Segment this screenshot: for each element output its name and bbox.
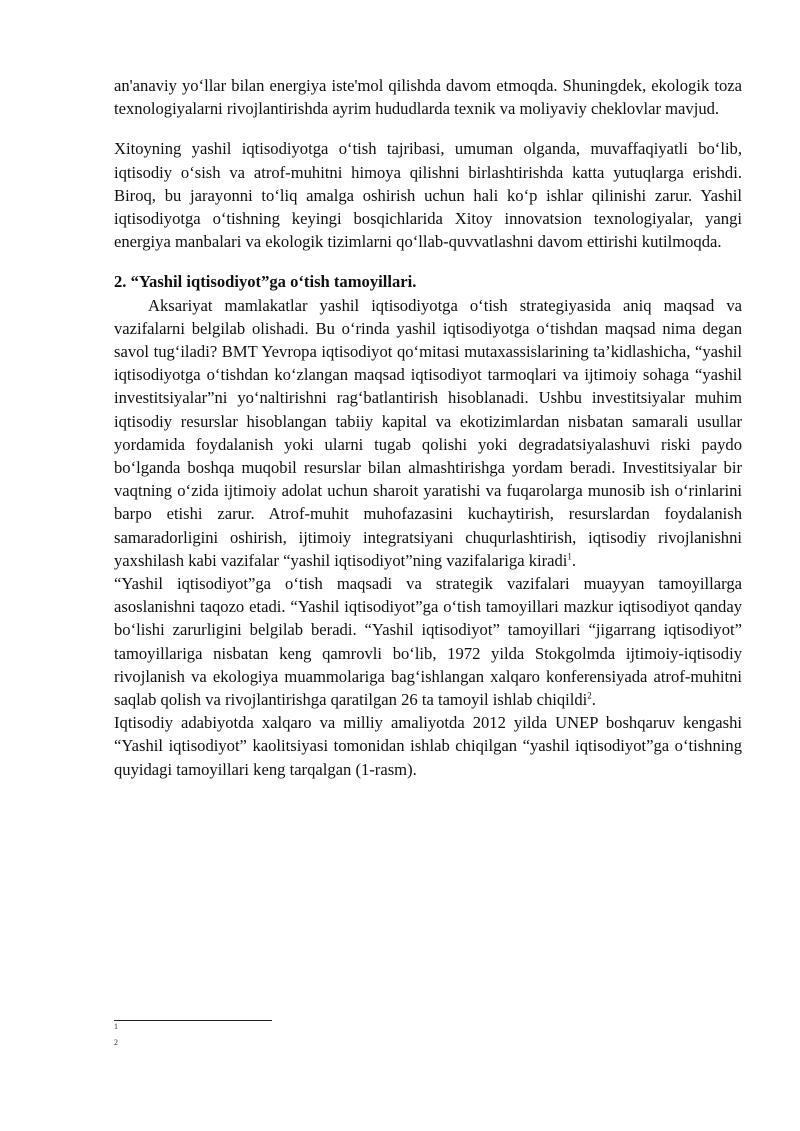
paragraph-goals (114, 294, 742, 572)
paragraph-china-experience: Xitoyning yashil iqtisodiyotga o‘tish tajribasi, umuman olganda, muvaffaqiyatli bo‘lib, iqtisodiy o‘sish va atrof-muhitni himoya qilishni birlashtirishda katta yutuqlarga erishdi. Biroq, bu jarayonni to‘liq amalga oshirish uchun hali ko‘p ishlar qilinishi zarur. Yashil iqtisodiyotga o‘tishning keyingi bosqichlarida Xitoy innovatsion texnologiyalar, yangi energiya manbalari va ekologik tizimlarni qo‘llab-quvvatlashni davom ettirishi kutilmoqda. (114, 139, 742, 252)
footnote-1: 1 (114, 1022, 118, 1031)
paragraph-principles (114, 572, 742, 711)
footnote-2: 2 (114, 1038, 118, 1047)
paragraph-principles-text: “Yashil iqtisodiyot”ga o‘tish maqsadi va strategik vazifalari muayyan tamoyillarga asoslanishni taqozo etadi. “Yashil iqtisodiyot”ga o‘tish tamoyillari mazkur iqtisodiyot qanday bo‘lishi zarurligini belgilab beradi. “Yashil iqtisodiyot” tamoyillari “jigarrang iqtisodiyot” tamoyillariga nisbatan keng qamrovli bo‘lib, 1972 yilda Stokgolmda ijtimoiy-iqtisodiy rivojlanish va ekologiya muammolariga bag‘ishlangan xalqaro konferensiyada atrof-muhitni saqlab qolish va rivojlantirishga qaratilgan 26 ta tamoyil ishlab chiqildi (114, 574, 742, 710)
paragraph-principles-end: . (591, 690, 596, 710)
section-heading: 2. “Yashil iqtisodiyot”ga o‘tish tamoyillari. (114, 272, 417, 292)
paragraph-energy-constraints: an'anaviy yo‘llar bilan energiya iste'mol qilishda davom etmoqda. Shuningdek, ekologik toza texnologiyalarni rivojlantirishda ayrim hududlarda texnik va moliyaviy cheklovlar mavjud. (114, 76, 742, 119)
footnote-divider (114, 1020, 272, 1021)
footnote-reference-2[interactable]: 2 (587, 690, 592, 701)
paragraph-unep-principles: Iqtisodiy adabiyotda xalqaro va milliy amaliyotda 2012 yilda UNEP boshqaruv kengashi “Yashil iqtisodiyot” kaolitsiyasi tomonidan ishlab chiqilgan “yashil iqtisodiyot”ga o‘tishning quyidagi tamoyillari keng tarqalgan (1-rasm). (114, 713, 742, 779)
paragraph-goals-text: Aksariyat mamlakatlar yashil iqtisodiyotga o‘tish strategiyasida aniq maqsad va vazifalarni belgilab olishadi. Bu o‘rinda yashil iqtisodiyotga o‘tishdan maqsad nima degan savol tug‘iladi? BMT Yevropa iqtisodiyot qo‘mitasi mutaxassislarining ta’kidlashicha, “yashil iqtisodiyotga o‘tishdan ko‘zlangan maqsad iqtisodiyot tarmoqlari va ijtimoiy sohaga “yashil investitsiyalar”ni yo‘naltirishni rag‘batlantirish hisoblanadi. Ushbu investitsiyalar muhim iqtisodiy resurslar hisoblangan tabiiy kapital va ekotizimlardan nisbatan samarali usullar yordamida foydalanish yoki ularni tugab qolishi yoki degradatsiyalashuvi riski paydo bo‘lganda boshqa muqobil resurslar bilan almashtirishga yordam beradi. Investitsiyalar bir vaqtning o‘zida ijtimoiy adolat uchun sharoit yaratishi va fuqarolarga munosib ish o‘rinlarini barpo etishi zarur. Atrof-muhit muhofazasini kuchaytirish, resurslardan foydalanish samaradorligini oshirish, ijtimoiy integratsiyani chuqurlashtirish, iqtisodiy rivojlanishni yaxshilash kabi vazifalar “yashil iqtisodiyot”ning vazifalariga kiradi (114, 295, 742, 570)
paragraph-goals-end: . (571, 550, 577, 570)
document-page (114, 74, 742, 781)
footnote-reference-1[interactable]: 1 (567, 551, 572, 562)
